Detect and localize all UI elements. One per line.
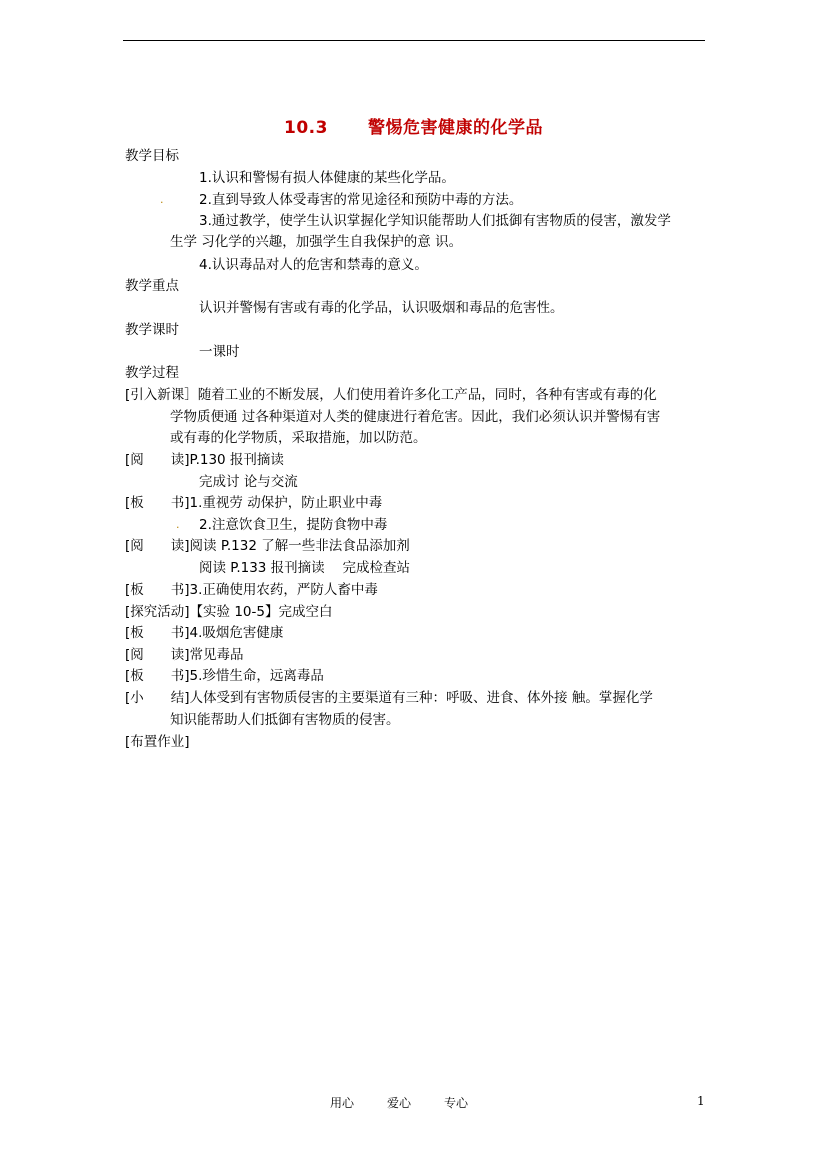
read-3: [阅 读]常见毒品 (125, 647, 244, 663)
footer-motto-2: 爱心 (387, 1096, 412, 1110)
page-title (0, 113, 827, 138)
read-1-followup: 完成讨 论与交流 (199, 474, 298, 490)
hours-text: 一课时 (199, 344, 240, 360)
margin-marker: . (176, 518, 180, 531)
homework: [布置作业] (125, 734, 190, 750)
margin-marker: . (160, 193, 164, 206)
explore-activity: [探究活动]【实验 10-5】完成空白 (125, 604, 333, 620)
board-4: [板 书]4.吸烟危害健康 (125, 625, 284, 641)
intro-line-3: 或有毒的化学物质，采取措施，加以防范。 (170, 430, 427, 446)
board-2: 2.注意饮食卫生，提防食物中毒 (199, 517, 388, 533)
goal-3-line-2: 生学 习化学的兴趣，加强学生自我保护的意 识。 (170, 234, 463, 250)
read-2-followup: 阅读 P.133 报刊摘读 完成检查站 (199, 560, 410, 576)
intro-line-2: 学物质便通 过各种渠道对人类的健康进行着危害。因此，我们必须认识并警惕有害 (170, 409, 661, 425)
footer-motto-1: 用心 (330, 1096, 355, 1110)
focus-heading: 教学重点 (125, 278, 179, 294)
goal-3-line-1: 3.通过教学，使学生认识掌握化学知识能帮助人们抵御有害物质的侵害，激发学 (199, 213, 671, 229)
summary-line-1: [小 结]人体受到有害物质侵害的主要渠道有三种：呼吸、进食、体外接 触。掌握化学 (125, 690, 653, 706)
page-number: 1 (697, 1094, 705, 1108)
goals-heading: 教学目标 (125, 148, 179, 164)
board-5: [板 书]5.珍惜生命，远离毒品 (125, 668, 324, 684)
title-number: 10.3 (284, 118, 328, 138)
goal-2: 2.直到导致人体受毒害的常见途径和预防中毒的方法。 (199, 192, 523, 208)
footer-motto-3: 专心 (444, 1096, 469, 1110)
intro-line-1: [引入新课］随着工业的不断发展，人们使用着许多化工产品，同时，各种有害或有毒的化 (125, 387, 657, 403)
read-2: [阅 读]阅读 P.132 了解一些非法食品添加剂 (125, 538, 410, 554)
focus-text: 认识并警惕有害或有毒的化学品，认识吸烟和毒品的危害性。 (199, 300, 564, 316)
hours-heading: 教学课时 (125, 322, 179, 338)
read-1: [阅 读]P.130 报刊摘读 (125, 452, 284, 468)
goal-1: 1.认识和警惕有损人体健康的某些化学品。 (199, 170, 455, 186)
board-1: [板 书]1.重视劳 动保护，防止职业中毒 (125, 495, 383, 511)
title-text: 警惕危害健康的化学品 (367, 118, 543, 138)
goal-4: 4.认识毒品对人的危害和禁毒的意义。 (199, 257, 428, 273)
board-3: [板 书]3.正确使用农药，严防人畜中毒 (125, 582, 378, 598)
process-heading: 教学过程 (125, 365, 179, 381)
summary-line-2: 知识能帮助人们抵御有害物质的侵害。 (170, 712, 400, 728)
header-rule (123, 40, 705, 41)
